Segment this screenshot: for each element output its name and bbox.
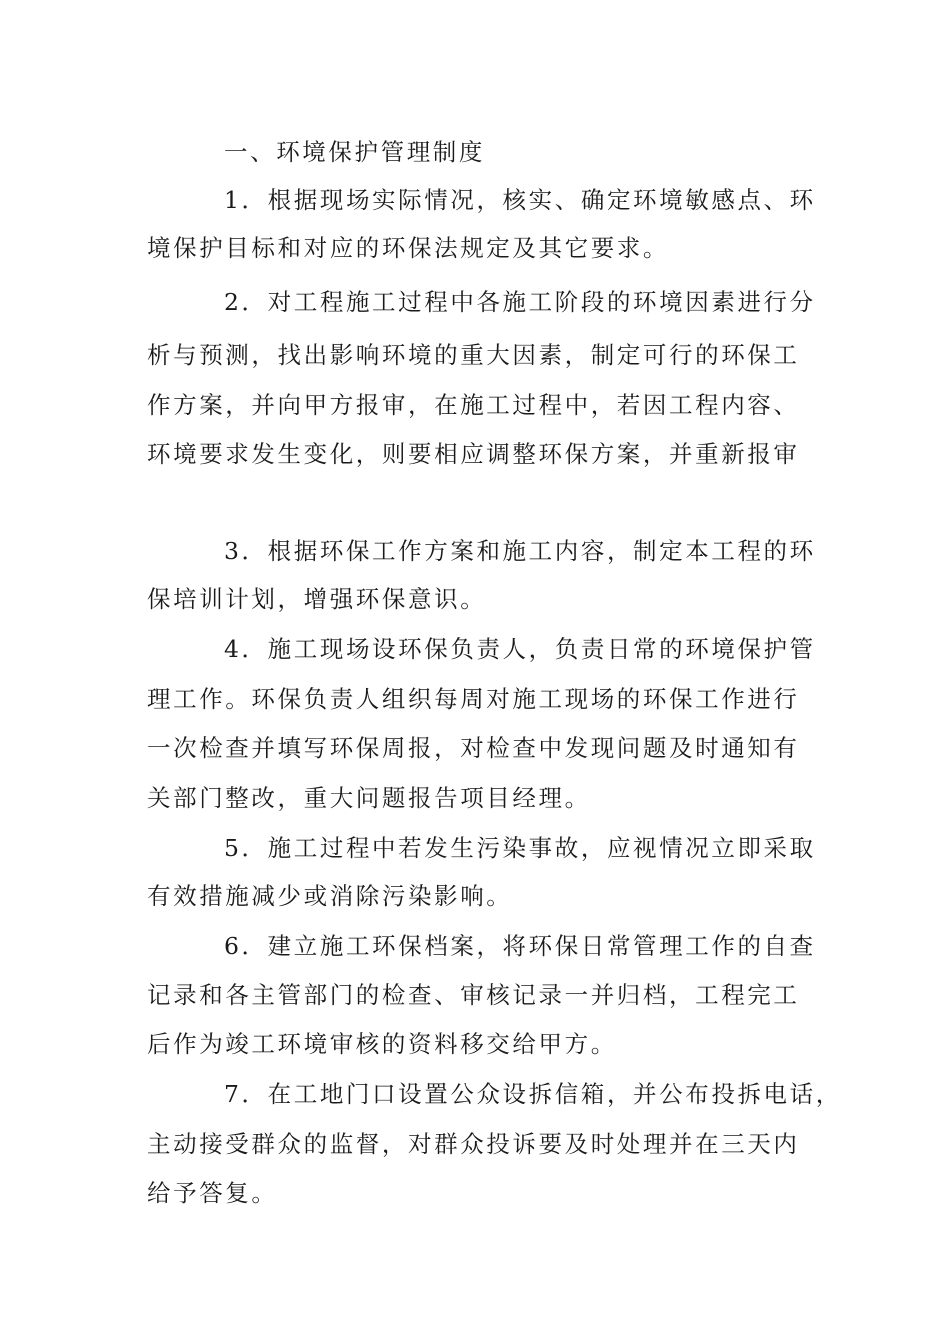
paragraph-2-line-1: 2．对工程施工过程中各施工阶段的环境因素进行分 (224, 288, 816, 316)
paragraph-4-line-1: 4．施工现场设环保负责人，负责日常的环境保护管 (224, 635, 816, 663)
paragraph-1-line-1: 1．根据现场实际情况，核实、确定环境敏感点、环 (224, 186, 816, 214)
paragraph-4-line-3: 一次检查并填写环保周报，对检查中发现问题及时通知有 (147, 734, 800, 762)
paragraph-5-line-1: 5．施工过程中若发生污染事故，应视情况立即采取 (224, 834, 816, 862)
paragraph-2-line-4: 环境要求发生变化，则要相应调整环保方案，并重新报审 (147, 440, 800, 468)
section-heading: 一、环境保护管理制度 (224, 138, 485, 166)
paragraph-7-line-3: 给予答复。 (147, 1179, 278, 1207)
paragraph-6-line-3: 后作为竣工环境审核的资料移交给甲方。 (147, 1030, 617, 1058)
paragraph-4-line-2: 理工作。环保负责人组织每周对施工现场的环保工作进行 (147, 685, 800, 713)
paragraph-2-line-2: 析与预测，找出影响环境的重大因素，制定可行的环保工 (147, 341, 800, 369)
paragraph-6-line-1: 6．建立施工环保档案，将环保日常管理工作的自查 (224, 932, 816, 960)
paragraph-6-line-2: 记录和各主管部门的检查、审核记录一并归档，工程完工 (147, 981, 800, 1009)
paragraph-5-line-2: 有效措施减少或消除污染影响。 (147, 882, 513, 910)
paragraph-3-line-2: 保培训计划，增强环保意识。 (147, 585, 487, 613)
paragraph-2-line-3: 作方案，并向甲方报审，在施工过程中，若因工程内容、 (147, 391, 800, 419)
paragraph-1-line-2: 境保护目标和对应的环保法规定及其它要求。 (147, 234, 669, 262)
paragraph-7-line-1: 7．在工地门口设置公众设拆信箱，并公布投拆电话， (224, 1080, 842, 1108)
paragraph-4-line-4: 关部门整改，重大问题报告项目经理。 (147, 784, 591, 812)
paragraph-3-line-1: 3．根据环保工作方案和施工内容，制定本工程的环 (224, 537, 816, 565)
paragraph-7-line-2: 主动接受群众的监督，对群众投诉要及时处理并在三天内 (147, 1130, 800, 1158)
